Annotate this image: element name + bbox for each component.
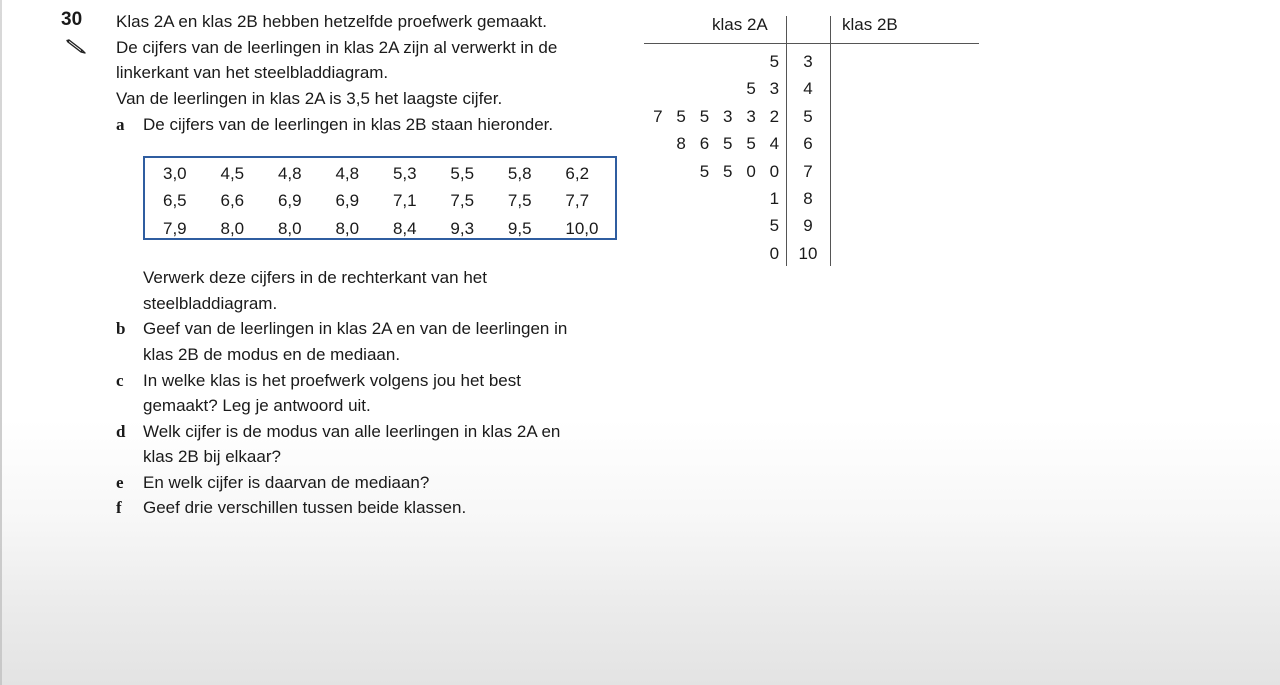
stem-leaf-row xyxy=(640,75,830,102)
grade-cell: 8,4 xyxy=(392,218,417,238)
stem-leaf-row xyxy=(640,103,830,130)
grade-cell: 4,5 xyxy=(220,163,245,183)
part-b-line-1: Geef van de leerlingen in klas 2A en van de leerlingen in xyxy=(143,319,568,338)
part-a-cont-line-2: steelbladdiagram. xyxy=(143,294,278,313)
stem-value: 8 xyxy=(803,189,813,208)
stem-value: 10 xyxy=(798,243,818,263)
part-e-line-1: En welk cijfer is daarvan de mediaan? xyxy=(143,473,430,492)
leaf-digit: 5 xyxy=(699,161,710,181)
stem-leaf-leaves-2a xyxy=(646,103,786,130)
grade-cell: 3,0 xyxy=(163,163,187,183)
part-a-text: De cijfers van de leerlingen in klas 2B staan hieronder. xyxy=(143,115,554,134)
grade-cell: 7,5 xyxy=(450,191,475,211)
grade-cell: 6,9 xyxy=(335,191,360,211)
grade-cell: 5,3 xyxy=(392,163,417,183)
stem-leaf-row xyxy=(640,130,830,157)
leaf-digit: 6 xyxy=(699,134,710,154)
stem-value: 9 xyxy=(803,216,813,236)
leaf-digit: 5 xyxy=(676,106,686,126)
leaf-digit: 5 xyxy=(723,161,733,181)
leaf-digit: 3 xyxy=(769,79,780,99)
stem-value: 7 xyxy=(803,161,813,181)
question-number: 30 xyxy=(61,9,83,30)
part-e-letter: e xyxy=(116,473,124,492)
leaf-digit: 4 xyxy=(769,134,780,154)
stem-leaf-leaves-2a xyxy=(670,130,786,157)
grade-cell: 5,8 xyxy=(507,163,532,183)
grade-cell: 7,1 xyxy=(392,191,417,211)
pencil-icon xyxy=(66,37,88,55)
leaf-digit: 7 xyxy=(653,106,663,126)
part-f-letter: f xyxy=(116,498,122,517)
leaf-digit: 3 xyxy=(746,106,756,126)
grades-2b-box xyxy=(143,156,617,240)
leaf-digit: 5 xyxy=(746,134,756,154)
grade-cell: 10,0 xyxy=(565,218,599,238)
stem-value: 5 xyxy=(803,106,813,126)
stem-leaf-row xyxy=(640,212,830,239)
stem-value: 4 xyxy=(803,79,813,99)
grade-cell: 8,0 xyxy=(277,218,302,238)
stem-leaf-leaves-2a xyxy=(763,240,786,267)
grade-cell: 9,5 xyxy=(507,218,532,238)
stem-leaf-leaves-2a xyxy=(693,158,786,185)
stem-leaf-header-rule xyxy=(644,43,979,44)
stem-leaf-leaves-2a xyxy=(763,185,786,212)
grade-cell: 4,8 xyxy=(277,163,302,183)
leaf-digit: 3 xyxy=(723,106,733,126)
stem-value: 6 xyxy=(803,134,813,154)
part-c-line-1: In welke klas is het proefwerk volgens jou het best xyxy=(143,371,521,390)
stem-leaf-leaves-2a xyxy=(739,75,786,102)
part-d-line-1: Welk cijfer is de modus van alle leerlingen in klas 2A en xyxy=(143,422,561,441)
grade-cell: 8,0 xyxy=(220,218,245,238)
grade-cell: 5,5 xyxy=(450,163,475,183)
intro-line-1: Klas 2A en klas 2B hebben hetzelfde proefwerk gemaakt. xyxy=(116,12,547,31)
part-b-letter: b xyxy=(116,319,126,338)
grade-cell: 6,2 xyxy=(565,163,590,183)
grade-cell: 7,9 xyxy=(163,218,187,238)
grade-cell: 7,7 xyxy=(565,191,590,211)
leaf-digit: 5 xyxy=(699,106,710,126)
leaf-digit: 5 xyxy=(769,216,780,236)
grades-row xyxy=(155,188,615,216)
grades-row xyxy=(155,160,615,188)
grade-cell: 9,3 xyxy=(450,218,475,238)
stem-leaf-leaves-2a xyxy=(763,212,786,239)
stem-leaf-row xyxy=(640,185,830,212)
leaf-digit: 5 xyxy=(746,79,756,99)
leaf-digit: 0 xyxy=(769,161,780,181)
leaf-digit: 0 xyxy=(769,243,780,263)
grade-cell: 4,8 xyxy=(335,163,360,183)
intro-line-4: Van de leerlingen in klas 2A is 3,5 het laagste cijfer. xyxy=(116,89,503,108)
leaf-digit: 0 xyxy=(746,161,756,181)
part-b-line-2: klas 2B de modus en de mediaan. xyxy=(143,345,401,364)
grade-cell: 6,6 xyxy=(220,191,245,211)
part-a-letter: a xyxy=(116,115,125,134)
part-d-line-2: klas 2B bij elkaar? xyxy=(143,447,281,466)
stem-leaf-row xyxy=(640,48,830,75)
part-c-line-2: gemaakt? Leg je antwoord uit. xyxy=(143,396,371,415)
leaf-digit: 5 xyxy=(769,52,780,71)
leaf-digit: 8 xyxy=(676,134,686,154)
part-a-cont-line-1: Verwerk deze cijfers in de rechterkant van het xyxy=(143,268,487,287)
grade-cell: 6,5 xyxy=(163,191,187,211)
grade-cell: 7,5 xyxy=(507,191,532,211)
intro-line-2: De cijfers van de leerlingen in klas 2A zijn al verwerkt in de xyxy=(116,38,558,57)
grades-2b-table xyxy=(155,160,615,243)
part-d-letter: d xyxy=(116,422,126,441)
grade-cell: 6,9 xyxy=(277,191,302,211)
leaf-digit: 1 xyxy=(769,189,780,208)
leaf-digit: 5 xyxy=(723,134,733,154)
part-f-line-1: Geef drie verschillen tussen beide klassen. xyxy=(143,498,467,517)
page-edge xyxy=(0,0,2,685)
grades-row xyxy=(155,215,615,243)
part-c-letter: c xyxy=(116,371,124,390)
stem-leaf-row xyxy=(640,240,830,267)
stem-leaf-row xyxy=(640,158,830,185)
stem-leaf-leaves-2a xyxy=(763,48,786,75)
stem-leaf-header-right: klas 2B xyxy=(842,15,898,34)
intro-line-3: linkerkant van het steelbladdiagram. xyxy=(116,63,389,82)
grade-cell: 8,0 xyxy=(335,218,360,238)
stem-leaf-right-divider xyxy=(830,16,831,266)
stem-leaf-header-left: klas 2A xyxy=(712,15,768,34)
stem-value: 3 xyxy=(803,52,813,71)
leaf-digit: 2 xyxy=(769,106,780,126)
